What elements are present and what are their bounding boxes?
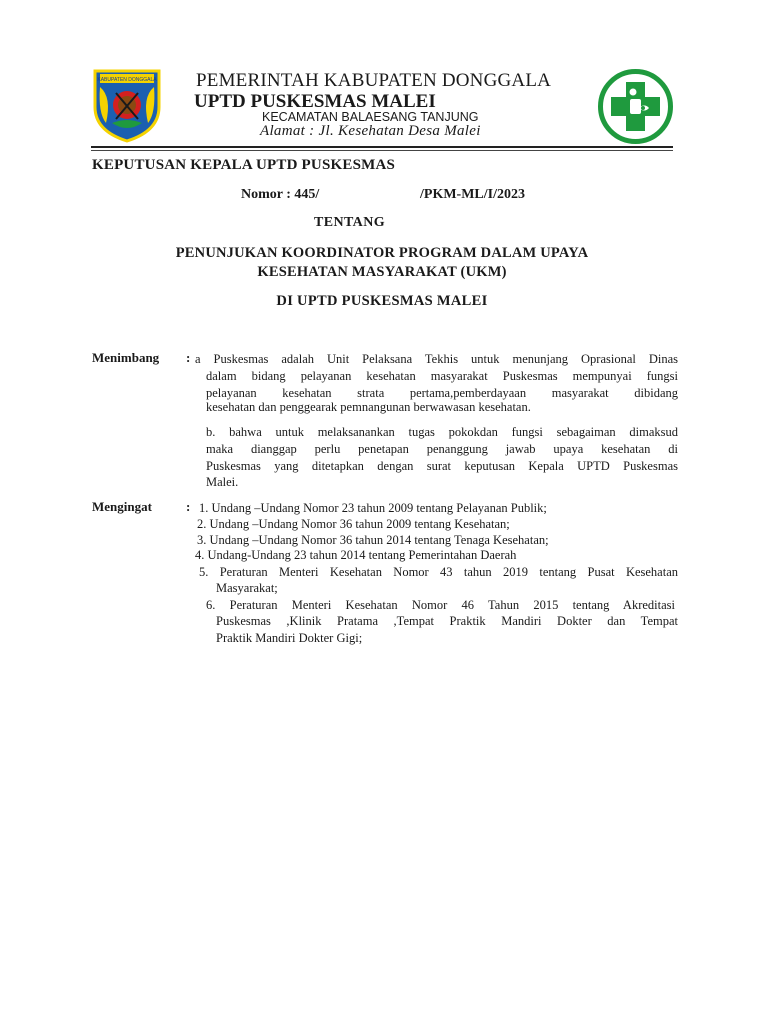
institution-address: Alamat : Jl. Kesehatan Desa Malei — [260, 123, 481, 139]
menimbang-a-line-3: pelayanan kesehatan strata pertama,pemberdayaan masyarakat dibidang — [206, 386, 678, 400]
mengingat-item-5-line-2: Masyarakat; — [216, 581, 278, 595]
mengingat-item-3: 3. Undang –Undang Nomor 36 tahun 2014 tentang Tenaga Kesehatan; — [197, 533, 549, 547]
district-name: KECAMATAN BALAESANG TANJUNG — [262, 110, 479, 124]
mengingat-item-2: 2. Undang –Undang Nomor 36 tahun 2009 tentang Kesehatan; — [197, 517, 510, 531]
decree-location: DI UPTD PUSKESMAS MALEI — [276, 293, 488, 309]
menimbang-a-line-4: kesehatan dan penggearak pemnangunan berwawasan kesehatan. — [206, 400, 531, 414]
mengingat-item-5-line-1: 5. Peraturan Menteri Kesehatan Nomor 43 tahun 2019 tentang Pusat Kesehatan — [199, 565, 678, 579]
decree-number-label: Nomor : 445/ — [241, 187, 320, 202]
decree-subject — [110, 244, 654, 282]
about-heading: TENTANG — [314, 215, 385, 230]
menimbang-a-line-2: dalam bidang pelayanan kesehatan masyarakat Puskesmas mempunyai fungsi — [206, 369, 678, 383]
decree-number-code: /PKM-ML/I/2023 — [420, 187, 525, 202]
menimbang-a-line-1: a Puskesmas adalah Unit Pelaksana Tekhis untuk menunjang Oprasional Dinas — [195, 352, 678, 366]
decree-subject-line-2: KESEHATAN MASYARAKAT (UKM) — [257, 264, 507, 280]
letterhead-divider — [91, 146, 673, 148]
menimbang-b-line-1: b. bahwa untuk melaksanankan tugas pokokdan fungsi sebagaiman dimaksud — [206, 425, 678, 439]
government-name: PEMERINTAH KABUPATEN DONGGALA — [196, 70, 552, 91]
emblem-banner-text: KABUPATEN DONGGALA — [97, 77, 157, 83]
decree-subject-line-1: PENUNJUKAN KOORDINATOR PROGRAM DALAM UPAYA — [175, 245, 589, 261]
mengingat-item-1: 1. Undang –Undang Nomor 23 tahun 2009 tentang Pelayanan Publik; — [199, 501, 547, 515]
menimbang-b-line-2: maka dianggap perlu penetapan penanggung jawab upaya kesehatan di — [206, 442, 678, 456]
mengingat-colon: : — [186, 499, 191, 514]
decision-title: KEPUTUSAN KEPALA UPTD PUSKESMAS — [92, 157, 396, 173]
puskesmas-logo-icon — [597, 68, 674, 145]
donggala-regency-emblem — [92, 67, 162, 143]
mengingat-item-6-line-1: 6. Peraturan Menteri Kesehatan Nomor 46 Tahun 2015 tentang Akreditasi — [206, 598, 675, 612]
menimbang-colon: : — [186, 350, 191, 365]
menimbang-b-line-4: Malei. — [206, 475, 239, 489]
mengingat-label: Mengingat — [92, 499, 152, 514]
menimbang-b-line-3: Puskesmas yang ditetapkan dengan surat keputusan Kepala UPTD Puskesmas — [206, 459, 678, 473]
letterhead-divider-thin — [91, 150, 673, 151]
menimbang-label: Menimbang — [92, 350, 160, 365]
mengingat-item-6-line-3: Praktik Mandiri Dokter Gigi; — [216, 631, 363, 645]
mengingat-item-4: 4. Undang-Undang 23 tahun 2014 tentang Pemerintahan Daerah — [195, 548, 517, 562]
institution-name: UPTD PUSKESMAS MALEI — [194, 91, 436, 112]
mengingat-item-6-line-2: Puskesmas ,Klinik Pratama ,Tempat Praktik Mandiri Dokter dan Tempat — [216, 614, 678, 628]
